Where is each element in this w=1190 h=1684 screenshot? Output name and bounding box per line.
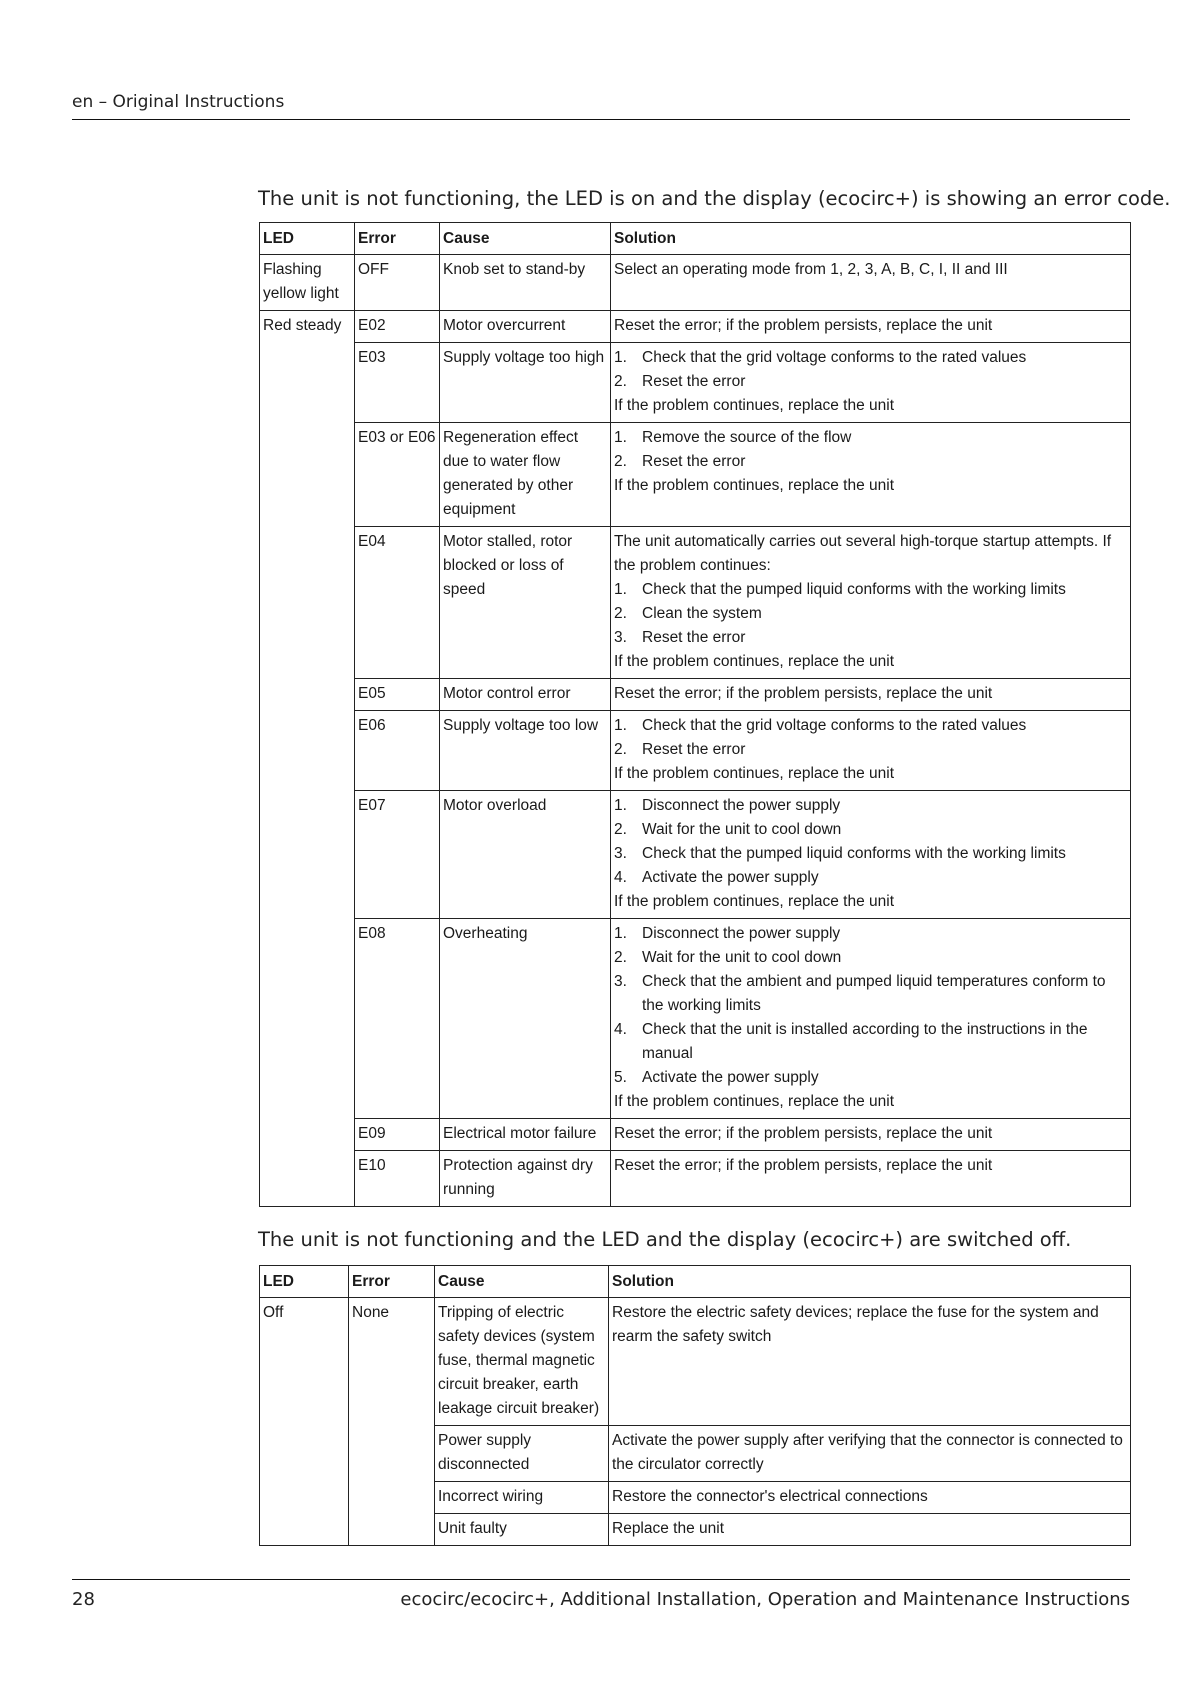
error-code-cell: E10 bbox=[355, 1151, 440, 1207]
cause-cell: Regeneration effect due to water flow generated by other equipment bbox=[440, 423, 611, 527]
table-header-row bbox=[260, 223, 1131, 255]
step-item bbox=[614, 626, 1127, 650]
step-text: Check that the pumped liquid conforms with the working limits bbox=[642, 581, 1066, 598]
error-code-cell: E05 bbox=[355, 679, 440, 711]
solution-cell bbox=[611, 1151, 1131, 1207]
header-rule bbox=[72, 119, 1130, 120]
table-row bbox=[260, 311, 1131, 343]
cause-cell: Motor stalled, rotor blocked or loss of speed bbox=[440, 527, 611, 679]
running-header: en – Original Instructions bbox=[72, 92, 285, 112]
step-number: 4. bbox=[614, 869, 627, 886]
table-row bbox=[260, 1298, 1131, 1426]
step-item bbox=[614, 426, 1127, 450]
step-text: Activate the power supply bbox=[642, 869, 819, 886]
table-row bbox=[260, 791, 1131, 919]
step-text: Reset the error bbox=[642, 373, 746, 390]
error-code-cell: E02 bbox=[355, 311, 440, 343]
section2-intro: The unit is not functioning and the LED and the display (ecocirc+) are switched off. bbox=[258, 1228, 1072, 1251]
solution-note: If the problem continues, replace the unit bbox=[614, 1093, 895, 1110]
cause-cell: Supply voltage too low bbox=[440, 711, 611, 791]
error-code-table bbox=[259, 222, 1131, 1207]
solution-steps bbox=[614, 426, 1127, 474]
solution-cell bbox=[611, 527, 1131, 679]
table-row bbox=[260, 255, 1131, 311]
step-item bbox=[614, 946, 1127, 970]
step-item bbox=[614, 794, 1127, 818]
solution-note: If the problem continues, replace the unit bbox=[614, 893, 895, 910]
step-number: 3. bbox=[614, 973, 627, 990]
table-row bbox=[260, 1151, 1131, 1207]
col-header-led: LED bbox=[260, 223, 355, 255]
solution-cell bbox=[611, 255, 1131, 311]
solution-cell: Replace the unit bbox=[609, 1514, 1131, 1546]
col-header-error: Error bbox=[355, 223, 440, 255]
col-header-cause: Cause bbox=[435, 1266, 609, 1298]
cause-cell: Protection against dry running bbox=[440, 1151, 611, 1207]
table-row bbox=[260, 711, 1131, 791]
cause-cell: Motor overload bbox=[440, 791, 611, 919]
solution-cell bbox=[611, 343, 1131, 423]
solution-note: If the problem continues, replace the unit bbox=[614, 765, 895, 782]
cause-cell: Tripping of electric safety devices (system fuse, thermal magnetic circuit breaker, earth leakage circuit breaker) bbox=[435, 1298, 609, 1426]
table-row bbox=[260, 343, 1131, 423]
step-text: Check that the ambient and pumped liquid temperatures conform to the working limits bbox=[642, 973, 1106, 1014]
cause-cell: Supply voltage too high bbox=[440, 343, 611, 423]
solution-cell bbox=[611, 919, 1131, 1119]
solution-text: Reset the error; if the problem persists, replace the unit bbox=[614, 685, 993, 702]
solution-text: The unit automatically carries out several high-torque startup attempts. If the problem continues: bbox=[614, 533, 1112, 574]
step-item bbox=[614, 602, 1127, 626]
solution-text: Reset the error; if the problem persists, replace the unit bbox=[614, 1125, 993, 1142]
step-text: Remove the source of the flow bbox=[642, 429, 852, 446]
solution-steps bbox=[614, 922, 1127, 1090]
error-code-cell: None bbox=[349, 1298, 435, 1546]
error-code-cell: E08 bbox=[355, 919, 440, 1119]
solution-cell bbox=[611, 311, 1131, 343]
step-number: 1. bbox=[614, 429, 627, 446]
error-code-cell: E09 bbox=[355, 1119, 440, 1151]
cause-cell: Motor control error bbox=[440, 679, 611, 711]
step-text: Reset the error bbox=[642, 629, 746, 646]
step-number: 2. bbox=[614, 453, 627, 470]
step-number: 2. bbox=[614, 373, 627, 390]
table-row bbox=[260, 527, 1131, 679]
step-number: 1. bbox=[614, 349, 627, 366]
table-row bbox=[260, 423, 1131, 527]
solution-cell: Activate the power supply after verifying that the connector is connected to the circulator correctly bbox=[609, 1426, 1131, 1482]
cause-cell: Overheating bbox=[440, 919, 611, 1119]
solution-steps bbox=[614, 346, 1127, 394]
step-text: Disconnect the power supply bbox=[642, 925, 841, 942]
solution-note: If the problem continues, replace the unit bbox=[614, 397, 895, 414]
table-header-row bbox=[260, 1266, 1131, 1298]
cause-cell: Motor overcurrent bbox=[440, 311, 611, 343]
step-item bbox=[614, 922, 1127, 946]
cause-cell: Power supply disconnected bbox=[435, 1426, 609, 1482]
led-cell: Off bbox=[260, 1298, 349, 1546]
step-number: 1. bbox=[614, 581, 627, 598]
step-number: 1. bbox=[614, 717, 627, 734]
step-item bbox=[614, 578, 1127, 602]
step-item bbox=[614, 1018, 1127, 1066]
cause-cell: Electrical motor failure bbox=[440, 1119, 611, 1151]
step-number: 2. bbox=[614, 605, 627, 622]
cause-cell: Unit faulty bbox=[435, 1514, 609, 1546]
solution-cell: Restore the electric safety devices; replace the fuse for the system and rearm the safety switch bbox=[609, 1298, 1131, 1426]
step-number: 5. bbox=[614, 1069, 627, 1086]
step-number: 2. bbox=[614, 821, 627, 838]
col-header-solution: Solution bbox=[611, 223, 1131, 255]
table-row bbox=[260, 1119, 1131, 1151]
cause-cell: Knob set to stand-by bbox=[440, 255, 611, 311]
solution-steps bbox=[614, 794, 1127, 890]
step-number: 2. bbox=[614, 741, 627, 758]
error-code-cell: E06 bbox=[355, 711, 440, 791]
error-code-cell: E03 or E06 bbox=[355, 423, 440, 527]
col-header-led: LED bbox=[260, 1266, 349, 1298]
step-number: 3. bbox=[614, 845, 627, 862]
error-code-cell: E04 bbox=[355, 527, 440, 679]
solution-cell bbox=[611, 679, 1131, 711]
section1-intro: The unit is not functioning, the LED is on and the display (ecocirc+) is showing an error code. bbox=[258, 187, 1171, 210]
cause-cell: Incorrect wiring bbox=[435, 1482, 609, 1514]
step-text: Reset the error bbox=[642, 453, 746, 470]
step-text: Activate the power supply bbox=[642, 1069, 819, 1086]
solution-cell bbox=[611, 791, 1131, 919]
led-cell: Red steady bbox=[260, 311, 355, 1207]
step-text: Disconnect the power supply bbox=[642, 797, 841, 814]
solution-steps bbox=[614, 578, 1127, 650]
step-number: 1. bbox=[614, 797, 627, 814]
col-header-error: Error bbox=[349, 1266, 435, 1298]
solution-cell: Restore the connector's electrical connections bbox=[609, 1482, 1131, 1514]
solution-cell bbox=[611, 711, 1131, 791]
step-item bbox=[614, 818, 1127, 842]
error-code-cell: E07 bbox=[355, 791, 440, 919]
step-text: Check that the grid voltage conforms to the rated values bbox=[642, 349, 1027, 366]
step-item bbox=[614, 970, 1127, 1018]
solution-cell bbox=[611, 423, 1131, 527]
solution-text: Reset the error; if the problem persists, replace the unit bbox=[614, 1157, 993, 1174]
led-cell: Flashing yellow light bbox=[260, 255, 355, 311]
step-text: Wait for the unit to cool down bbox=[642, 821, 842, 838]
solution-note: If the problem continues, replace the unit bbox=[614, 653, 895, 670]
solution-text: Select an operating mode from 1, 2, 3, A, B, C, I, II and III bbox=[614, 261, 1008, 278]
error-code-cell: E03 bbox=[355, 343, 440, 423]
step-text: Check that the pumped liquid conforms with the working limits bbox=[642, 845, 1066, 862]
table-row bbox=[260, 919, 1131, 1119]
table-row bbox=[260, 679, 1131, 711]
step-text: Check that the grid voltage conforms to the rated values bbox=[642, 717, 1027, 734]
step-item bbox=[614, 346, 1127, 370]
step-item bbox=[614, 714, 1127, 738]
footer-rule bbox=[72, 1579, 1130, 1580]
solution-cell bbox=[611, 1119, 1131, 1151]
step-text: Check that the unit is installed according to the instructions in the manual bbox=[642, 1021, 1088, 1062]
col-header-solution: Solution bbox=[609, 1266, 1131, 1298]
step-item bbox=[614, 842, 1127, 866]
step-number: 4. bbox=[614, 1021, 627, 1038]
page-number: 28 bbox=[72, 1589, 95, 1610]
step-item bbox=[614, 866, 1127, 890]
step-number: 1. bbox=[614, 925, 627, 942]
solution-text: Reset the error; if the problem persists, replace the unit bbox=[614, 317, 993, 334]
solution-steps bbox=[614, 714, 1127, 762]
step-text: Reset the error bbox=[642, 741, 746, 758]
step-item bbox=[614, 1066, 1127, 1090]
step-text: Wait for the unit to cool down bbox=[642, 949, 842, 966]
step-item bbox=[614, 450, 1127, 474]
step-number: 2. bbox=[614, 949, 627, 966]
solution-note: If the problem continues, replace the unit bbox=[614, 477, 895, 494]
col-header-cause: Cause bbox=[440, 223, 611, 255]
error-code-cell: OFF bbox=[355, 255, 440, 311]
led-off-table bbox=[259, 1265, 1131, 1546]
step-item bbox=[614, 370, 1127, 394]
footer-title: ecocirc/ecocirc+, Additional Installation, Operation and Maintenance Instructions bbox=[400, 1589, 1130, 1610]
step-text: Clean the system bbox=[642, 605, 762, 622]
step-number: 3. bbox=[614, 629, 627, 646]
step-item bbox=[614, 738, 1127, 762]
